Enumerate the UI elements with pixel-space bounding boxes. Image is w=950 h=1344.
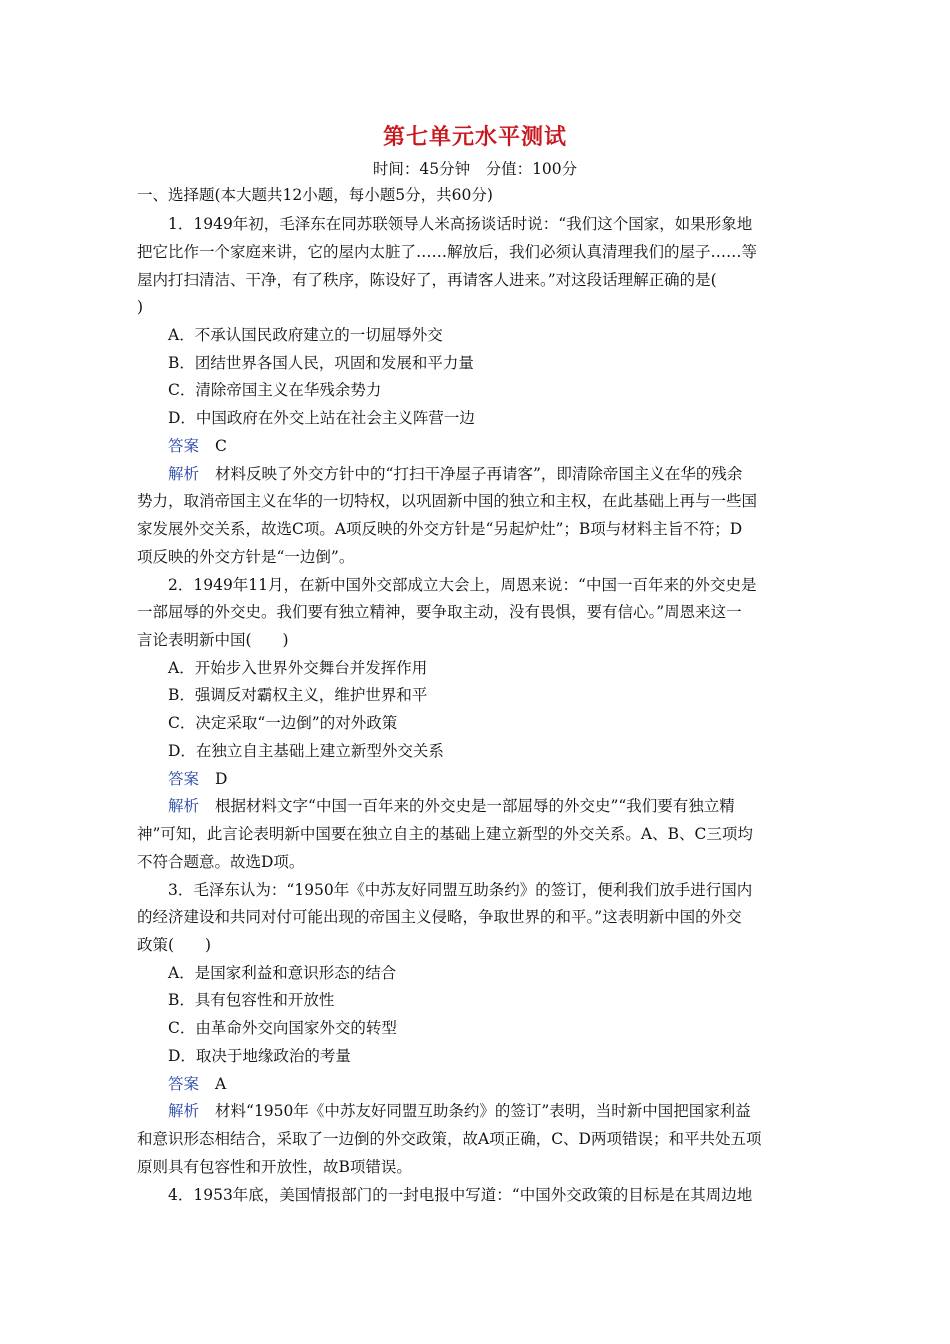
analysis-label: 解析 [168,797,200,815]
q3-option-a: A．是国家利益和意识形态的结合 [168,964,397,982]
q2-answer [168,769,818,789]
q2-option-b: B．强调反对霸权主义，维护世界和平 [168,686,428,704]
q2-analysis-line: 不符合题意。故选D项。 [137,853,305,871]
q1-analysis-line: 项反映的外交方针是“一边倒”。 [137,548,355,566]
q1-stem-line: 1．1949年初，毛泽东在同苏联领导人米高扬谈话时说：“我们这个国家，如果形象地 [168,215,753,233]
q1-stem-line: 把它比作一个家庭来讲，它的屋内太脏了……解放后，我们必须认真清理我们的屋子……等 [137,243,758,261]
q3-stem-line: 的经济建设和共同对付可能出现的帝国主义侵略，争取世界的和平。”这表明新中国的外交 [137,908,742,926]
exam-meta: 时间：45分钟 分值：100分 [372,160,578,178]
page-title: 第七单元水平测试 [382,124,567,150]
analysis-label: 解析 [168,465,200,483]
q3-option-b: B．具有包容性和开放性 [168,991,335,1009]
q3-stem-line: 3．毛泽东认为：“1950年《中苏友好同盟互助条约》的签订，便利我们放手进行国内 [168,881,753,899]
answer-label: 答案 [168,770,200,788]
q3-analysis [168,1101,818,1121]
q1-option-b: B．团结世界各国人民，巩固和发展和平力量 [168,354,474,372]
q1-stem-line: ) [137,298,144,316]
q1-option-c: C．清除帝国主义在华残余势力 [168,381,382,399]
q2-stem-line: 言论表明新中国( ) [137,631,289,649]
analysis-text: 材料反映了外交方针中的“打扫干净屋子再请客”，即清除帝国主义在华的残余 [215,465,743,483]
q2-option-c: C．决定采取“一边倒”的对外政策 [168,714,398,732]
q3-option-c: C．由革命外交向国家外交的转型 [168,1019,397,1037]
q3-analysis-line: 和意识形态相结合，采取了一边倒的外交政策，故A项正确，C、D两项错误；和平共处五项 [137,1130,762,1148]
q2-analysis [168,796,818,816]
q1-option-d: D．中国政府在外交上站在社会主义阵营一边 [168,409,475,427]
analysis-text: 材料“1950年《中苏友好同盟互助条约》的签订”表明，当时新中国把国家利益 [215,1102,751,1120]
q2-stem-line: 2．1949年11月，在新中国外交部成立大会上，周恩来说：“中国一百年来的外交史是 [168,576,757,594]
q2-option-d: D．在独立自主基础上建立新型外交关系 [168,742,444,760]
q1-analysis [168,464,818,484]
q1-analysis-line: 势力，取消帝国主义在华的一切特权，以巩固新中国的独立和主权，在此基础上再与一些国 [137,492,758,510]
q2-analysis-line: 神”可知，此言论表明新中国要在独立自主的基础上建立新型的外交关系。A、B、C三项均 [137,825,753,843]
q3-answer [168,1074,818,1094]
q2-option-a: A．开始步入世界外交舞台并发挥作用 [168,659,428,677]
q3-option-d: D．取决于地缘政治的考量 [168,1047,351,1065]
q2-stem-line: 一部屈辱的外交史。我们要有独立精神，要争取主动，没有畏惧，要有信心。”周恩来这一 [137,603,742,621]
answer-value: D [215,770,228,788]
q3-stem-line: 政策( ) [137,936,212,954]
q1-answer [168,436,818,456]
answer-label: 答案 [168,1075,200,1093]
q4-stem-line: 4．1953年底，美国情报部门的一封电报中写道：“中国外交政策的目标是在其周边地 [168,1186,753,1204]
section-heading: 一、选择题(本大题共12小题，每小题5分，共60分) [137,186,493,204]
answer-value: C [215,437,227,455]
q3-analysis-line: 原则具有包容性和开放性，故B项错误。 [137,1158,412,1176]
q1-analysis-line: 家发展外交关系，故选C项。A项反映的外交方针是“另起炉灶”；B项与材料主旨不符；D [137,520,743,538]
analysis-label: 解析 [168,1102,200,1120]
answer-label: 答案 [168,437,200,455]
q1-option-a: A．不承认国民政府建立的一切屈辱外交 [168,326,443,344]
answer-value: A [215,1075,227,1093]
analysis-text: 根据材料文字“中国一百年来的外交史是一部屈辱的外交史”“我们要有独立精 [215,797,735,815]
q1-stem-line: 屋内打扫清洁、干净，有了秩序，陈设好了，再请客人进来。”对这段话理解正确的是( [137,271,717,289]
